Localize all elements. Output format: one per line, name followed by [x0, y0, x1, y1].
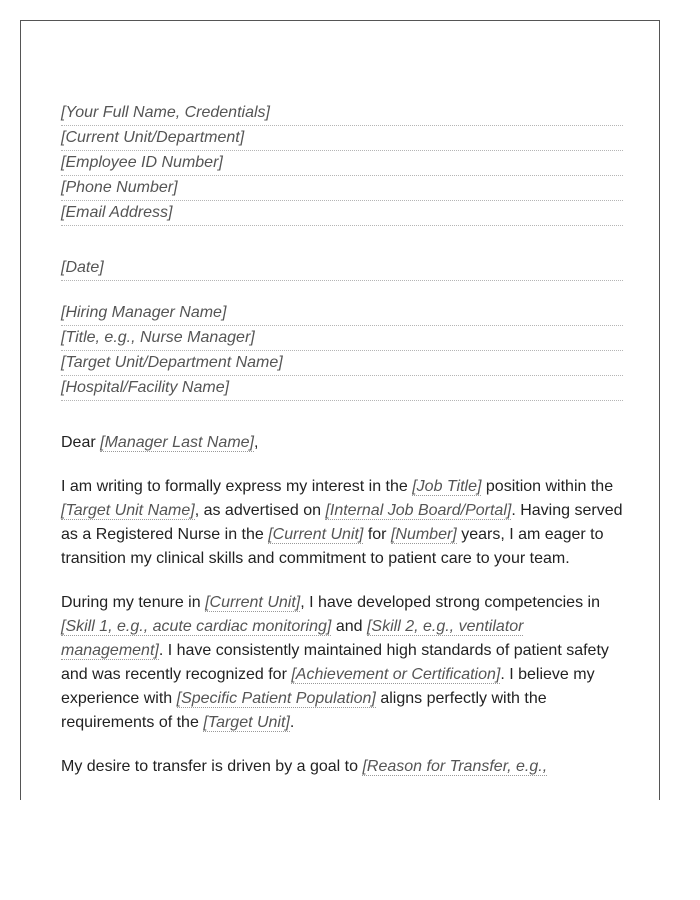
- patient-population-placeholder[interactable]: [Specific Patient Population]: [176, 690, 376, 707]
- intro-text-2: position within the: [485, 478, 614, 495]
- recipient-title-field[interactable]: [Title, e.g., Nurse Manager]: [61, 326, 623, 351]
- exp-text-3: and: [335, 618, 363, 635]
- recipient-unit-field[interactable]: [Target Unit/Department Name]: [61, 351, 623, 376]
- salutation-greeting: Dear: [61, 434, 96, 451]
- target-unit-placeholder[interactable]: [Target Unit]: [203, 714, 290, 731]
- intro-text-1: I am writing to formally express my interest in the: [61, 478, 408, 495]
- job-title-placeholder[interactable]: [Job Title]: [412, 478, 482, 495]
- exp-text-7: .: [289, 714, 295, 731]
- sender-unit-field[interactable]: [Current Unit/Department]: [61, 126, 623, 151]
- years-number-placeholder[interactable]: [Number]: [390, 526, 457, 543]
- recipient-block: [61, 301, 623, 401]
- email-field[interactable]: [Email Address]: [61, 201, 623, 226]
- employee-id-field[interactable]: [Employee ID Number]: [61, 151, 623, 176]
- reason-for-transfer-placeholder[interactable]: [Reason for Transfer, e.g.,: [362, 758, 548, 775]
- salutation-punct: ,: [254, 434, 259, 451]
- paragraph-experience: [61, 591, 623, 735]
- recipient-name-field[interactable]: [Hiring Manager Name]: [61, 301, 623, 326]
- current-unit-placeholder-2[interactable]: [Current Unit]: [205, 594, 301, 611]
- reason-text-1: My desire to transfer is driven by a goal to: [61, 758, 359, 775]
- salutation: [61, 431, 623, 455]
- target-unit-name-placeholder[interactable]: [Target Unit Name]: [61, 502, 195, 519]
- exp-text-2: , I have developed strong competencies in: [300, 594, 600, 611]
- date-field[interactable]: [Date]: [61, 256, 623, 281]
- manager-last-name-placeholder[interactable]: [Manager Last Name]: [100, 434, 254, 451]
- current-unit-placeholder[interactable]: [Current Unit]: [268, 526, 364, 543]
- intro-text-6: years, I am eager to transition my clinical skills and commitment to patient care to your team.: [61, 526, 604, 567]
- letter-content: [61, 101, 623, 795]
- exp-text-5: . I believe my experience with: [61, 666, 595, 707]
- exp-text-1: During my tenure in: [61, 594, 201, 611]
- intro-text-3: , as advertised on: [194, 502, 321, 519]
- skill-2-placeholder[interactable]: [Skill 2, e.g., ventilator management]: [61, 618, 524, 659]
- sender-name-field[interactable]: [Your Full Name, Credentials]: [61, 101, 623, 126]
- paragraph-intro: [61, 475, 623, 571]
- achievement-placeholder[interactable]: [Achievement or Certification]: [291, 666, 501, 683]
- letter-page: [20, 20, 660, 800]
- exp-text-4: . I have consistently maintained high standards of patient safety and was recently recognized for: [61, 642, 609, 683]
- job-board-placeholder[interactable]: [Internal Job Board/Portal]: [325, 502, 512, 519]
- phone-field[interactable]: [Phone Number]: [61, 176, 623, 201]
- skill-1-placeholder[interactable]: [Skill 1, e.g., acute cardiac monitoring]: [61, 618, 332, 635]
- intro-text-4: . Having served as a Registered Nurse in the: [61, 502, 623, 543]
- intro-text-5: for: [367, 526, 387, 543]
- paragraph-reason: [61, 755, 623, 779]
- recipient-facility-field[interactable]: [Hospital/Facility Name]: [61, 376, 623, 401]
- sender-block: [61, 101, 623, 226]
- exp-text-6: aligns perfectly with the requirements of the: [61, 690, 547, 731]
